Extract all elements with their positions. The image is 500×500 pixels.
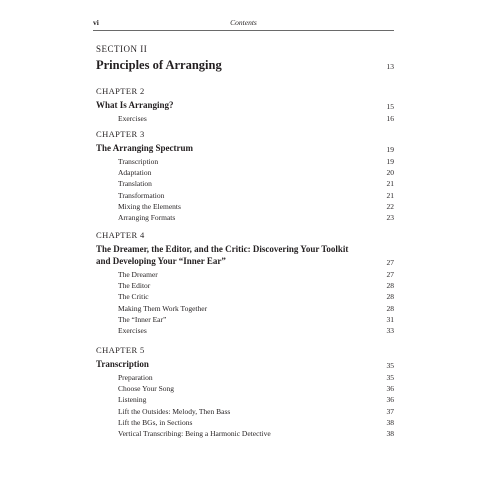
toc-entry (96, 383, 394, 394)
chapter-page: 19 (386, 145, 394, 154)
entry-page: 31 (386, 314, 394, 324)
entry-page: 21 (386, 179, 394, 189)
chapter-block (96, 86, 394, 124)
toc-entry (96, 417, 394, 428)
entry-label: Listening (118, 395, 147, 405)
entry-list (96, 113, 394, 124)
chapter-title-row (96, 142, 394, 154)
toc-entry (96, 269, 394, 280)
entry-label: The Dreamer (118, 270, 158, 279)
toc-entry (96, 291, 394, 302)
chapter-label: CHAPTER 3 (96, 129, 145, 139)
entry-page: 28 (386, 303, 394, 313)
toc-entry (96, 325, 394, 336)
entry-page: 22 (386, 201, 394, 211)
entry-list (96, 156, 394, 223)
table-of-contents (96, 44, 394, 438)
entry-page: 37 (386, 406, 394, 416)
toc-entry (96, 314, 394, 325)
chapter-page: 35 (386, 361, 394, 370)
entry-page: 28 (386, 281, 394, 291)
toc-entry (96, 190, 394, 201)
chapter-title-row (96, 99, 394, 111)
toc-entry (96, 406, 394, 417)
entry-label: Exercises (118, 325, 147, 335)
entry-page: 20 (386, 168, 394, 178)
chapter-title-row (96, 358, 394, 370)
entry-label: Choose Your Song (118, 384, 175, 394)
entry-page: 21 (386, 190, 394, 200)
entry-label: Vertical Transcribing: Being a Harmonic Detective (118, 428, 271, 438)
toc-entry (96, 212, 394, 223)
entry-label: Preparation (118, 373, 153, 382)
entry-label: Making Them Work Together (118, 303, 208, 313)
chapter-page: 15 (386, 102, 394, 111)
entry-page: 35 (386, 373, 394, 382)
toc-entry (96, 167, 394, 178)
entry-page: 19 (386, 157, 394, 166)
section-label: SECTION II (96, 44, 148, 54)
section-page: 13 (386, 62, 394, 71)
entry-page: 36 (386, 395, 394, 405)
entry-label: Mixing the Elements (118, 201, 181, 211)
entry-page: 38 (386, 417, 394, 427)
toc-entry (96, 303, 394, 314)
entry-label: Lift the BGs, in Sections (118, 417, 193, 427)
entry-label: Arranging Formats (118, 212, 176, 222)
chapter-title: Transcription (96, 359, 149, 369)
entry-label: Lift the Outsides: Melody, Then Bass (118, 406, 231, 416)
entry-page: 38 (386, 428, 394, 438)
chapter-page: 27 (386, 258, 394, 267)
entry-label: Translation (118, 179, 152, 189)
toc-entry (96, 178, 394, 189)
entry-page: 16 (386, 114, 394, 123)
chapter-block (96, 345, 394, 439)
chapter-label: CHAPTER 5 (96, 345, 145, 355)
entry-page: 28 (386, 292, 394, 302)
chapter-block (96, 129, 394, 223)
section-row (96, 58, 394, 73)
chapter-title: The Arranging Spectrum (96, 143, 194, 153)
entry-page: 27 (386, 270, 394, 279)
entry-page: 36 (386, 384, 394, 394)
entry-list (96, 372, 394, 439)
entry-label: The “Inner Ear” (118, 314, 167, 324)
entry-label: Transcription (118, 157, 159, 166)
entry-label: Adaptation (118, 168, 152, 178)
chapter-title: What Is Arranging? (96, 100, 174, 110)
toc-entry (96, 372, 394, 383)
entry-label: The Critic (118, 292, 149, 302)
entry-page: 23 (386, 212, 394, 222)
section-title: Principles of Arranging (96, 58, 222, 72)
toc-entry (96, 394, 394, 405)
toc-entry (96, 156, 394, 167)
entry-list (96, 269, 394, 336)
chapter-title-row (96, 243, 394, 267)
chapter-block (96, 230, 394, 336)
entry-label: The Editor (118, 281, 151, 291)
chapter-label: CHAPTER 4 (96, 230, 145, 240)
chapter-title: The Dreamer, the Editor, and the Critic: Discovering Your Toolkit and Developing Your “Inner Ear” (96, 244, 349, 266)
entry-label: Exercises (118, 114, 147, 123)
chapter-label: CHAPTER 2 (96, 86, 145, 96)
running-header (93, 18, 394, 31)
running-title: Contents (230, 18, 257, 27)
toc-entry (96, 113, 394, 124)
entry-page: 33 (386, 325, 394, 335)
toc-entry (96, 201, 394, 212)
page-number: vi (93, 18, 99, 27)
entry-label: Transformation (118, 190, 165, 200)
toc-entry (96, 428, 394, 439)
toc-entry (96, 280, 394, 291)
